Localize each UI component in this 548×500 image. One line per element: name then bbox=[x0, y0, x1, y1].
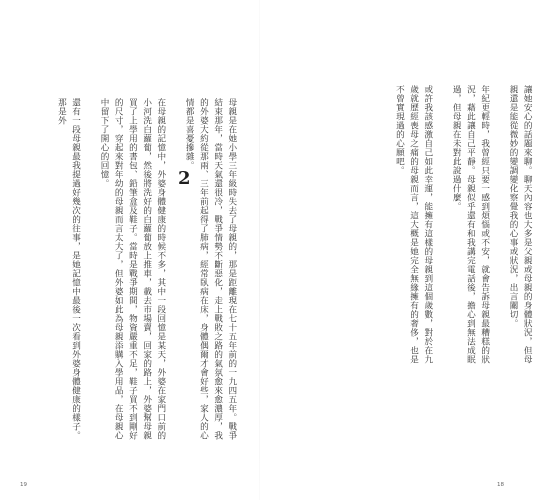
left-page-text bbox=[40, 98, 253, 448]
right-paragraph-1: 讓她安心的話題來聊。聊天內容也大多是父親或母親的身體狀況，但母親還是能從微妙的變調變化察覺我的心事或狀況，出言關切。 bbox=[508, 85, 533, 364]
right-page-text bbox=[378, 85, 548, 370]
left-paragraph-1: 母親是在她小學三年級時失去了母親的，那是距離現在七十五年前的一九四五年。戰爭結束那年，當時天氣還很冷，戰爭情勢不斷惡化，走上戰敗之路的氣氛愈來愈濃厚，我的外婆大約從那兩、三年前起得了肺病，經常臥病在床，身體偶爾才會好些，家人的心情都是喜憂摻雜。 bbox=[184, 98, 237, 440]
left-page-number: 19 bbox=[20, 482, 27, 488]
right-paragraph-2: 年紀更輕時，我曾經只要一感到煩惱或不安，就會告訴母親最糟糕的狀況，藉此讓自己平靜。母親似乎還有和我講完電話後，擔心到無法成眠過，但母親在未對此說過什麼。 bbox=[451, 85, 490, 364]
left-page bbox=[0, 0, 260, 500]
right-page-number: 18 bbox=[497, 482, 504, 488]
left-paragraph-3: 還有一段母親最我提過好幾次的往事，是她記憶中最後一次看到外婆身體健康的樣子。那是外 bbox=[56, 98, 81, 440]
chapter-number: 2 bbox=[178, 168, 191, 189]
left-paragraph-2: 在母親的記憶中，外婆身體健康的時候不多，其中一段回憶是某天，外婆在家門口前的小河洗白蘿蔔，然後將洗好的白蘿蔔放上推車，載去市場賣，回家的路上，外婆幫母親買了上學用的書包、鉛筆盒及鞋子。當時是戰爭期間，物資嚴重不足，鞋子買不到剛好的尺寸，穿起來對年幼的母親而言太大了，但外婆如此為母親添購入學用品，在母親心中留下了開心的回憶。 bbox=[99, 98, 166, 440]
right-paragraph-3: 或許我該感激自己如此幸運，能擁有這樣的母親到這個歲數，對於在九歲就歷經喪母之痛的母親而言，這大概是她完全無緣擁有的奢侈，也是不曾實現過的心願吧。 bbox=[394, 85, 433, 364]
right-page bbox=[260, 0, 533, 500]
